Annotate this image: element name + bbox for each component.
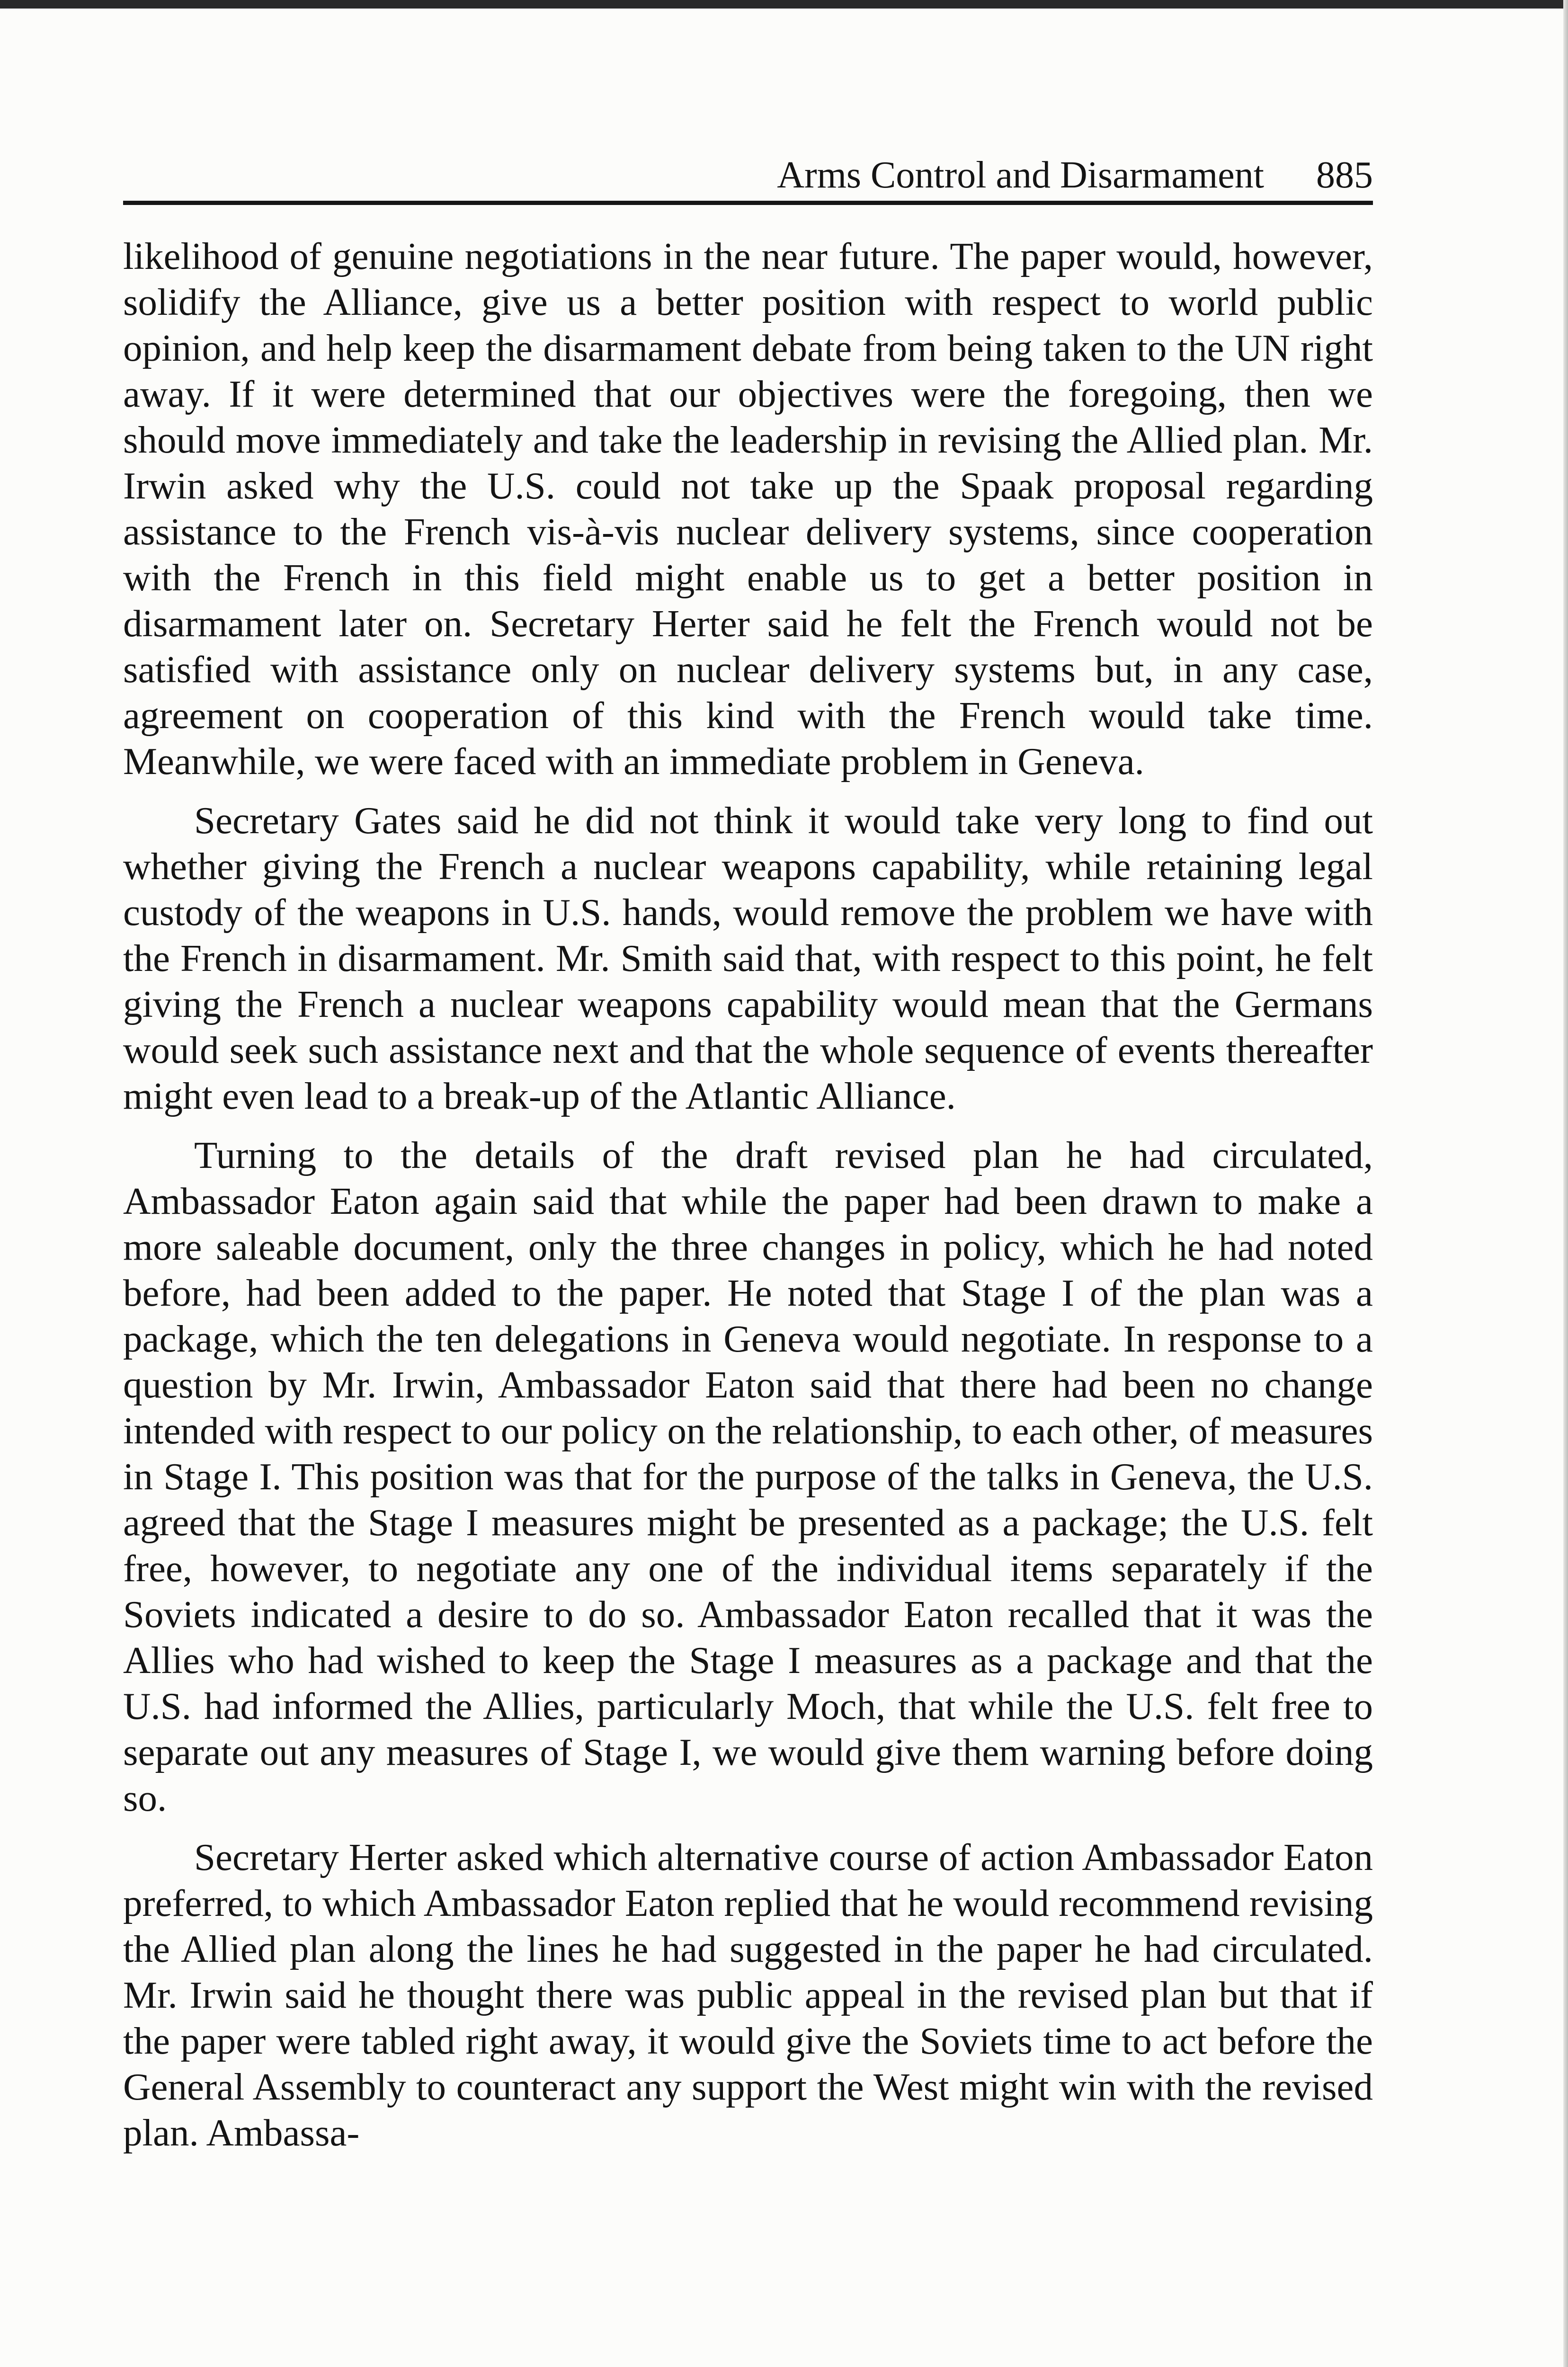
paragraph-continued: likelihood of genuine negotiations in the near future. The paper would, however, solidify the Alliance, give us a better position with respect to world public opinion, and help keep the disarmament debate from being taken to the UN right away. If it were determined that our objectives were the foregoing, then we should move immediately and take the leadership in revising the Allied plan. Mr. Irwin asked why the U.S. could not take up the Spaak proposal regarding assistance to the French vis-à-vis nuclear delivery systems, since cooperation with the French in this field might enable us to get a better position in disarmament later on. Secretary Herter said he felt the French would not be satisfied with assistance only on nuclear delivery systems but, in any case, agreement on cooperation of this kind with the French would take time. Meanwhile, we were faced with an immediate problem in Geneva. bbox=[123, 235, 1373, 783]
paragraph: Secretary Gates said he did not think it would take very long to find out whether giving the French a nuclear weapons capability, while retaining legal custody of the weapons in U.S. hands, would remove the problem we have with the French in disarmament. Mr. Smith said that, with respect to this point, he felt giving the French a nuclear weapons capability would mean that the Germans would seek such assistance next and that the whole sequence of events thereafter might even lead to a break-up of the Atlantic Alliance. bbox=[123, 799, 1373, 1117]
page-number: 885 bbox=[1316, 154, 1373, 196]
running-title: Arms Control and Disarmament bbox=[777, 154, 1264, 196]
body-text bbox=[123, 233, 1373, 2156]
header-rule bbox=[123, 201, 1373, 205]
running-head bbox=[123, 156, 1373, 201]
paragraph: Turning to the details of the draft revised plan he had circulated, Ambassador Eaton again said that while the paper had been drawn to make a more saleable document, only the three changes in policy, which he had noted before, had been added to the paper. He noted that Stage I of the plan was a package, which the ten delegations in Geneva would negotiate. In response to a question by Mr. Irwin, Ambassador Eaton said that there had been no change intended with respect to our policy on the relationship, to each other, of measures in Stage I. This position was that for the purpose of the talks in Geneva, the U.S. agreed that the Stage I measures might be presented as a package; the U.S. felt free, however, to negotiate any one of the individual items separately if the Soviets indicated a desire to do so. Ambassador Eaton recalled that it was the Allies who had wished to keep the Stage I measures as a package and that the U.S. had informed the Allies, particularly Moch, that while the U.S. felt free to separate out any measures of Stage I, we would give them warning before doing so. bbox=[123, 1134, 1373, 1819]
paragraph: Secretary Herter asked which alternative course of action Ambassador Eaton preferred, to which Ambassador Eaton replied that he would recommend revising the Allied plan along the lines he had suggested in the paper he had circulated. Mr. Irwin said he thought there was public appeal in the revised plan but that if the paper were tabled right away, it would give the Soviets time to act before the General Assembly to counteract any support the West might win with the revised plan. Ambassa- bbox=[123, 1836, 1373, 2154]
scan-edge-top bbox=[0, 0, 1568, 9]
scan-edge-right bbox=[1563, 0, 1568, 2367]
book-page bbox=[123, 156, 1373, 2169]
